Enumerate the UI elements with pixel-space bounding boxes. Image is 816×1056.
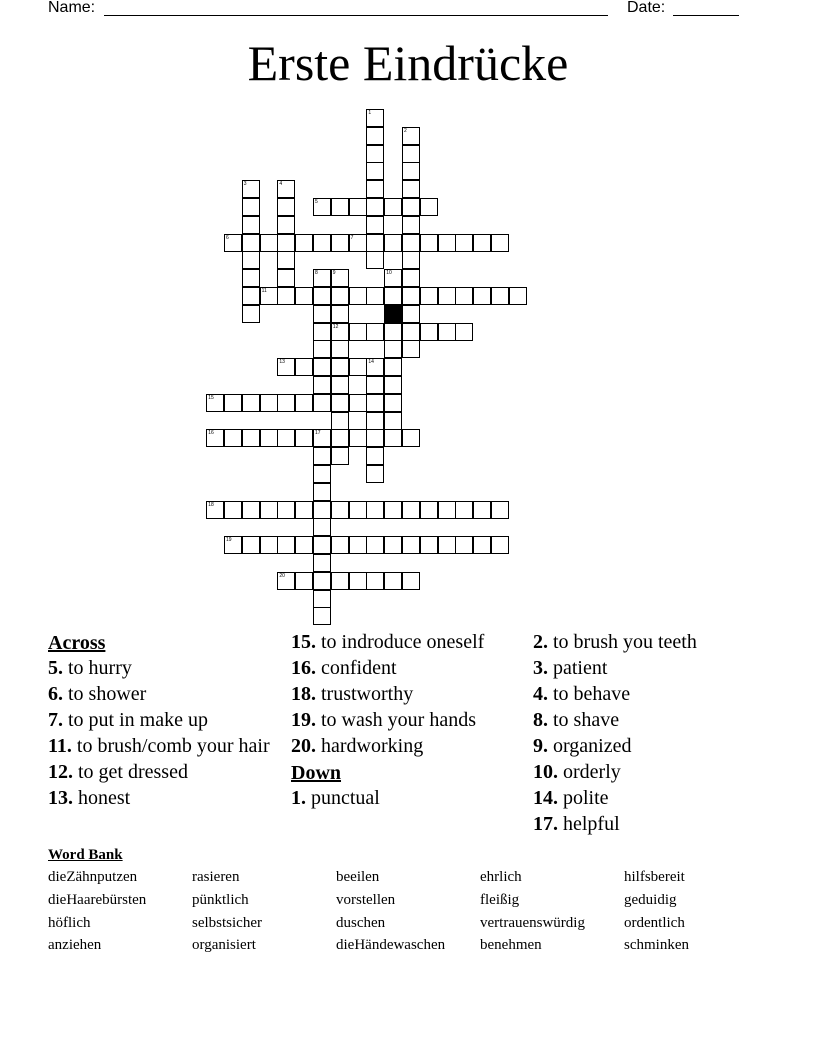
grid-cell[interactable] [331,376,349,394]
grid-cell[interactable] [260,429,278,447]
grid-cell[interactable] [295,358,313,376]
grid-cell[interactable] [384,572,402,590]
clue-number: 19. [291,709,316,731]
grid-cell[interactable] [366,429,384,447]
grid-cell[interactable] [242,429,260,447]
grid-cell[interactable] [384,287,402,305]
across-clue [291,657,526,679]
grid-cell[interactable] [402,145,420,163]
clue-number: 4 [279,181,283,188]
grid-cell[interactable] [331,429,349,447]
name-label: Name: [48,0,96,16]
word-bank-item: ehrlich [480,869,522,885]
grid-cell[interactable] [313,358,331,376]
across-clue [291,709,526,731]
grid-cell[interactable] [402,287,420,305]
clue-number: 1. [291,787,306,809]
clue-text: polite [563,787,609,809]
grid-cell[interactable] [295,572,313,590]
down-clue [533,761,768,783]
grid-cell[interactable] [295,394,313,412]
clue-number: 19 [226,537,232,544]
grid-cell[interactable] [473,536,491,554]
clue-text: organized [553,735,632,757]
word-bank-item: hilfsbereit [624,869,685,885]
grid-cell[interactable] [402,234,420,252]
grid-cell[interactable] [366,216,384,234]
clue-number: 8 [315,270,318,277]
down-clue-list-continued [533,631,768,835]
grid-cell[interactable] [313,483,331,501]
grid-cell[interactable] [366,145,384,163]
down-heading: Down [291,762,342,784]
grid-cell[interactable] [402,269,420,287]
clues-column-3 [533,631,768,839]
grid-cell[interactable] [438,323,456,341]
grid-cell[interactable] [242,198,260,216]
clue-number: 17 [315,430,321,437]
clue-number: 9 [332,270,336,277]
clue-text: to wash your hands [321,709,476,731]
clue-number: 11 [261,288,267,294]
word-bank-item: vorstellen [336,892,396,908]
grid-cell[interactable] [473,287,491,305]
grid-cell[interactable] [242,501,260,519]
word-bank-item: schminken [624,937,689,953]
down-clue-list [291,787,526,809]
grid-cell[interactable] [402,429,420,447]
across-clue [48,735,283,757]
clue-number: 17. [533,813,558,835]
down-clue [533,709,768,731]
grid-cell[interactable] [402,251,420,269]
grid-cell[interactable] [242,269,260,287]
grid-cell[interactable] [366,447,384,465]
grid-cell[interactable] [277,198,295,216]
across-clue-list [48,657,283,809]
grid-cell[interactable] [420,536,438,554]
clue-number: 7. [48,709,63,731]
grid-cell[interactable] [242,251,260,269]
across-clue [291,631,526,653]
clue-number: 13. [48,787,73,809]
grid-cell[interactable] [295,429,313,447]
grid-cell[interactable] [420,323,438,341]
word-bank-item: benehmen [480,937,542,953]
clue-number: 18 [208,501,214,508]
grid-cell[interactable] [295,287,313,305]
grid-cell[interactable] [313,340,331,358]
grid-cell[interactable] [384,429,402,447]
word-bank-item: pünktlich [192,892,249,908]
clue-number: 5. [48,657,63,679]
clues-column-1 [48,631,283,813]
grid-cell[interactable] [366,287,384,305]
grid-cell[interactable] [491,287,509,305]
grid-cell[interactable] [313,323,331,341]
grid-cell[interactable] [277,429,295,447]
grid-cell[interactable] [313,607,331,625]
grid-cell[interactable] [366,180,384,198]
grid-cell[interactable] [420,287,438,305]
grid-cell[interactable] [331,536,349,554]
grid-cell[interactable] [491,536,509,554]
clue-text: to put in make up [68,709,208,731]
clue-number: 8. [533,709,548,731]
grid-cell[interactable] [402,340,420,358]
clue-number: 6. [48,683,63,705]
grid-cell[interactable] [224,501,242,519]
grid-cell[interactable] [366,234,384,252]
clue-text: confident [321,657,397,679]
clue-number: 9. [533,735,548,757]
down-clue [291,787,526,809]
word-bank-item: höflich [48,915,91,931]
clues-column-2 [291,631,526,813]
word-bank-item: dieZähnputzen [48,869,138,885]
clue-number: 14. [533,787,558,809]
clue-number: 7 [350,234,354,241]
clue-number: 16. [291,657,316,679]
grid-cell[interactable] [313,447,331,465]
grid-cell[interactable] [420,501,438,519]
across-clue [48,761,283,783]
clue-number: 15 [208,394,214,401]
grid-cell[interactable] [509,287,527,305]
grid-cell[interactable] [349,429,367,447]
down-clue [533,631,768,653]
grid-cell[interactable] [455,323,473,341]
clue-number: 12 [332,323,339,330]
word-bank-item: dieHaarebürsten [48,892,147,908]
grid-cell[interactable] [313,394,331,412]
grid-cell[interactable] [366,536,384,554]
grid-cell[interactable] [402,501,420,519]
grid-cell[interactable] [295,234,313,252]
grid-cell[interactable] [331,234,349,252]
clue-number: 3. [533,657,548,679]
clue-text: patient [553,657,608,679]
grid-cell[interactable] [313,305,331,323]
grid-cell[interactable] [313,572,331,590]
clue-number: 13 [279,359,285,366]
clue-text: to brush/comb your hair [76,735,270,757]
grid-cell[interactable] [366,572,384,590]
word-bank-item: vertrauenswürdig [480,915,585,931]
clue-number: 20. [291,735,316,757]
grid-cell[interactable] [402,216,420,234]
grid-cell[interactable] [473,234,491,252]
word-bank-item: geduidig [624,892,677,908]
grid-cell[interactable] [384,340,402,358]
clue-number: 10 [386,270,392,277]
grid-cell[interactable] [349,572,367,590]
grid-cell[interactable] [277,394,295,412]
grid-cell[interactable] [242,394,260,412]
grid-cell[interactable] [277,269,295,287]
grid-cell[interactable] [402,536,420,554]
grid-cell[interactable] [473,501,491,519]
grid-cell[interactable] [366,465,384,483]
grid-cell[interactable] [349,536,367,554]
grid-cell[interactable] [420,234,438,252]
grid-cell[interactable] [277,251,295,269]
grid-cell[interactable] [366,394,384,412]
grid-cell[interactable] [313,465,331,483]
clue-text: honest [78,787,131,809]
grid-cell[interactable] [242,536,260,554]
grid-cell[interactable] [366,198,384,216]
down-clue [533,657,768,679]
grid-cell[interactable] [331,287,349,305]
grid-cell[interactable] [384,323,402,341]
clue-number: 1 [368,110,372,116]
word-bank-item: organisiert [192,937,256,953]
grid-cell[interactable] [384,394,402,412]
word-bank-title: Word Bank [48,847,123,863]
grid-cell[interactable] [331,501,349,519]
clue-number: 6 [226,234,229,241]
grid-cell[interactable] [349,501,367,519]
grid-cell[interactable] [313,501,331,519]
grid-cell[interactable] [277,287,295,305]
grid-cell[interactable] [366,323,384,341]
across-clue [291,683,526,705]
clue-text: orderly [563,761,621,783]
word-bank-item: selbstsicher [192,915,262,931]
across-clue [48,787,283,809]
clue-number: 4. [533,683,548,705]
clue-number: 16 [208,430,214,437]
across-heading: Across [48,632,106,654]
grid-cell[interactable] [224,394,242,412]
clue-text: punctual [311,787,380,809]
grid-cell[interactable] [455,287,473,305]
across-clue [291,735,526,757]
grid-cell[interactable] [349,198,367,216]
clue-text: hardworking [321,735,424,757]
grid-cell[interactable] [242,287,260,305]
grid-cell[interactable] [313,518,331,536]
grid-cell[interactable] [331,358,349,376]
grid-cell[interactable] [491,234,509,252]
clue-text: trustworthy [321,683,414,705]
grid-cell[interactable] [402,323,420,341]
grid-cell[interactable] [242,234,260,252]
word-bank-item: duschen [336,915,386,931]
grid-cell[interactable] [260,394,278,412]
grid-cell[interactable] [260,536,278,554]
down-clue [533,787,768,809]
grid-cell[interactable] [331,412,349,430]
grid-cell[interactable] [402,198,420,216]
clue-text: to get dressed [78,761,188,783]
grid-cell[interactable] [438,234,456,252]
word-bank-item: rasieren [192,869,240,885]
clue-number: 12. [48,761,73,783]
clue-number: 10. [533,761,558,783]
clue-text: to brush you teeth [553,631,697,653]
clue-number: 3 [243,181,247,188]
word-bank-item: dieHändewaschen [336,937,446,953]
grid-cell[interactable] [384,376,402,394]
grid-cell[interactable] [384,412,402,430]
clue-text: to indroduce oneself [321,631,485,653]
grid-cell[interactable] [260,234,278,252]
clue-number: 18. [291,683,316,705]
clue-number: 14 [368,359,374,366]
grid-cell[interactable] [402,305,420,323]
grid-cell[interactable] [224,429,242,447]
clue-text: to shower [68,683,147,705]
grid-cell[interactable] [331,394,349,412]
grid-cell[interactable] [277,234,295,252]
grid-cell[interactable] [438,536,456,554]
clue-number: 15. [291,631,316,653]
grid-cell[interactable] [349,287,367,305]
grid-cell[interactable] [366,251,384,269]
across-clue-list-continued [291,631,526,757]
grid-cell[interactable] [277,501,295,519]
grid-cell[interactable] [402,180,420,198]
across-clue [48,657,283,679]
word-bank-item: ordentlich [624,915,685,931]
grid-cell[interactable] [366,376,384,394]
black-cell [384,305,402,323]
grid-cell[interactable] [313,536,331,554]
clue-text: to behave [553,683,631,705]
grid-cell[interactable] [366,162,384,180]
down-clue [533,813,768,835]
word-bank-item: fleißig [480,892,520,908]
clue-number: 2. [533,631,548,653]
down-clue [533,683,768,705]
grid-cell[interactable] [331,340,349,358]
grid-cell[interactable] [242,305,260,323]
grid-cell[interactable] [384,234,402,252]
grid-cell[interactable] [313,590,331,608]
word-bank-item: anziehen [48,937,102,953]
grid-cell[interactable] [277,216,295,234]
grid-cell[interactable] [331,572,349,590]
grid-cell[interactable] [455,536,473,554]
clue-number: 5 [315,199,318,205]
across-clue [48,709,283,731]
grid-cell[interactable] [366,412,384,430]
clue-text: to hurry [68,657,132,679]
grid-cell[interactable] [384,358,402,376]
grid-cell[interactable] [366,127,384,145]
grid-cell[interactable] [313,287,331,305]
grid-cell[interactable] [384,536,402,554]
grid-cell[interactable] [331,305,349,323]
grid-cell[interactable] [349,323,367,341]
clue-text: to shave [553,709,620,731]
grid-cell[interactable] [331,198,349,216]
grid-cell[interactable] [491,501,509,519]
grid-cell[interactable] [402,572,420,590]
grid-cell[interactable] [384,501,402,519]
grid-cell[interactable] [277,536,295,554]
page-title: Erste Eindrücke [247,35,569,91]
grid-cell[interactable] [384,198,402,216]
grid-cell[interactable] [295,536,313,554]
grid-cell[interactable] [313,234,331,252]
grid-cell[interactable] [438,501,456,519]
grid-cell[interactable] [438,287,456,305]
grid-cell[interactable] [349,358,367,376]
grid-cell[interactable] [349,394,367,412]
grid-cell[interactable] [242,216,260,234]
clue-number: 2 [404,127,407,134]
grid-cell[interactable] [455,234,473,252]
clue-number: 20 [279,572,285,579]
down-clue [533,735,768,757]
clue-number: 11. [48,735,72,757]
grid-cell[interactable] [295,501,313,519]
date-label: Date: [627,0,666,16]
grid-cell[interactable] [313,376,331,394]
clue-text: helpful [563,813,620,835]
grid-cell[interactable] [313,554,331,572]
grid-cell[interactable] [260,501,278,519]
grid-cell[interactable] [455,501,473,519]
grid-cell[interactable] [331,447,349,465]
across-clue [48,683,283,705]
word-bank-item: beeilen [336,869,380,885]
grid-cell[interactable] [366,501,384,519]
grid-cell[interactable] [402,162,420,180]
grid-cell[interactable] [420,198,438,216]
